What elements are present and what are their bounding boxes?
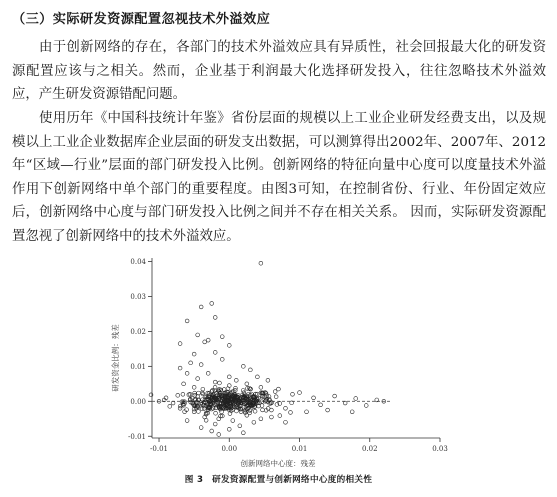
data-point [253,409,257,413]
data-point [182,382,186,386]
data-point [270,415,274,419]
data-point [354,397,358,401]
data-point [220,335,224,339]
data-point [192,385,196,389]
data-point [241,388,245,392]
y-tick-label: 0.04 [130,257,146,266]
data-point [259,261,263,265]
data-point [213,350,217,354]
data-point [181,392,185,396]
data-point [168,404,172,408]
data-point [289,411,293,415]
data-point [284,420,288,424]
data-point [291,392,295,396]
data-point [214,411,218,415]
y-tick-label: 0.02 [130,327,146,336]
data-point [238,424,242,428]
data-point [213,380,217,384]
data-point [213,316,217,320]
data-point [227,427,231,431]
data-point [192,352,196,356]
data-point [319,403,323,407]
data-point [189,361,193,365]
scatter-chart [106,250,446,472]
data-point [245,382,249,386]
data-point [220,357,224,361]
data-point [178,366,182,370]
data-point [375,398,379,402]
data-point [305,410,309,414]
y-tick-label: 0.03 [130,292,146,301]
data-point [252,420,256,424]
data-point [217,417,221,421]
data-point [227,343,231,347]
data-point [343,401,347,405]
data-point [201,392,205,396]
data-point [171,401,175,405]
data-point [364,404,368,408]
data-point [210,302,214,306]
x-tick-label: 0.03 [432,445,448,453]
data-point [196,410,200,414]
data-point [243,409,247,413]
data-point [241,364,245,368]
data-point [231,419,235,423]
data-point [259,385,263,389]
data-point [206,338,210,342]
data-point [192,410,196,414]
data-point [333,394,337,398]
data-point [196,333,200,337]
data-point [248,368,252,372]
y-tick-label: -0.01 [128,432,146,441]
data-point [284,406,288,410]
data-point [227,375,231,379]
section-heading: （三）实际研发资源配置忽视技术外溢效应 [12,12,271,27]
y-tick-label: 0.00 [130,397,146,406]
data-point [312,396,316,400]
data-point [203,340,207,344]
data-point [277,387,281,391]
data-point [350,410,354,414]
data-point [241,431,245,435]
data-point [266,378,270,382]
data-point [176,393,180,397]
data-point [201,387,205,391]
data-point [270,408,274,412]
data-point [199,363,203,367]
x-tick-label: 0.01 [291,445,308,453]
data-point [235,409,239,413]
scatter-figure [106,250,446,472]
data-point [217,433,221,437]
x-axis-label: 创新网络中心度：残差 [240,459,316,468]
data-point [273,390,277,394]
data-point [185,319,189,323]
data-point [185,371,189,375]
data-point [213,422,217,426]
data-point [206,371,210,375]
data-point [197,391,201,395]
y-tick-label: 0.01 [130,362,146,371]
data-point [261,408,265,412]
data-point [196,377,200,381]
data-point [234,378,238,382]
paragraph-2: 使用历年《中国科技统计年鉴》省份层面的规模以上工业企业研发经费支出，以及规模以上工业企业数据库企业层面的研发支出数据，可以测算得出2002年、2007年、2012年“区域—行业”层面的部门研发投入比例。创新网络的特征向量中心度可以度量技术外溢作用下创新网络中单个部门的重要程度。由图3可知，在控制省份、行业、年份固定效应后，创新网络中心度与部门研发投入比例之间并不存在相关关系。 因而，实际研发资源配置忽视了创新网络中的技术外溢效应。 [12,111,546,244]
y-axis-label: 研发资金比例：残差 [111,324,120,392]
x-tick-label: 0.02 [361,445,378,453]
data-point [185,419,189,423]
x-tick-label: -0.01 [150,445,169,453]
data-point [274,395,278,399]
data-point [259,417,263,421]
data-point [290,401,294,405]
data-point [218,381,222,385]
x-tick-label: 0.00 [221,445,238,453]
data-point [178,342,182,346]
figure-caption: 图 3 研发资源配置与创新网络中心度的相关性 [184,475,373,485]
paragraph-1: 由于创新网络的存在，各部门的技术外溢效应具有异质性，社会回报最大化的研发资源配置应该与之相关。然而，企业基于利润最大化选择研发投入，往往忽略技术外溢效应，产生研发资源错配问题。 [12,40,546,102]
data-point [178,406,182,410]
data-point [298,391,302,395]
data-point [199,305,203,309]
data-point [278,414,282,418]
data-point [199,426,203,430]
data-point [326,408,330,412]
data-point [255,375,259,379]
data-point [210,429,214,433]
